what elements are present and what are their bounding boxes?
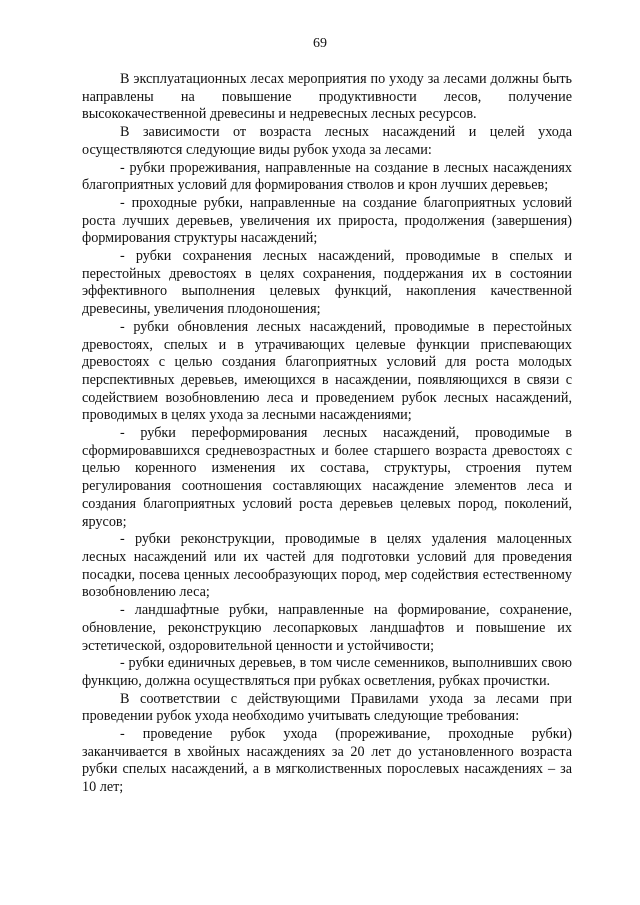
list-item: - рубки сохранения лесных насаждений, проводимые в спелых и перестойных древостоях в целях сохранения, поддержания их в состоянии эффективного выполнения целевых функций, накопления качественной древесины, увеличения плодоношения; xyxy=(82,248,572,318)
document-body xyxy=(82,71,572,797)
list-item: - рубки переформирования лесных насаждений, проводимые в сформировавшихся средневозрастных и более старшего возраста древостоях с целью коренного изменения их состава, структуры, строения путем регулирования соотношения составляющих насаждение элементов леса и создания благоприятных условий роста деревьев целевых пород, поколений, ярусов; xyxy=(82,425,572,530)
list-item: - проведение рубок ухода (прореживание, проходные рубки) заканчивается в хвойных насаждениях за 20 лет до установленного возраста рубки спелых насаждений, а в мягколиственных порослевых насаждениях – за 10 лет; xyxy=(82,726,572,796)
list-item: - ландшафтные рубки, направленные на формирование, сохранение, обновление, реконструкцию лесопарковых ландшафтов и повышение их эстетической, оздоровительной ценности и устойчивости; xyxy=(82,602,572,654)
page-number: 69 xyxy=(313,36,327,51)
paragraph: В соответствии с действующими Правилами ухода за лесами при проведении рубок ухода необходимо учитывать следующие требования: xyxy=(82,690,572,725)
list-item: - рубки обновления лесных насаждений, проводимые в перестойных древостоях, спелых и в утрачивающих целевые функции приспевающих древостоях с целью создания благоприятных условий для роста молодых перспективных деревьев, имеющихся в насаждении, появляющихся в связи с содействием возобновлению леса и проведением рубок лесных насаждений, проводимых в целях ухода за лесными насаждениями; xyxy=(82,318,572,424)
paragraph: В зависимости от возраста лесных насаждений и целей ухода осуществляются следующие виды рубок ухода за лесами: xyxy=(82,124,572,158)
list-item: - рубки единичных деревьев, в том числе семенников, выполнивших свою функцию, должна осуществляться при рубках осветления, рубках прочистки. xyxy=(82,655,572,689)
list-item: - рубки реконструкции, проводимые в целях удаления малоценных лесных насаждений или их частей для подготовки условий для проведения посадки, посева ценных лесообразующих пород, мер содействия естественному возобновлению леса; xyxy=(82,531,572,601)
paragraph: В эксплуатационных лесах мероприятия по уходу за лесами должны быть направлены на повышение продуктивности лесов, получение высококачественной древесины и недревесных лесных ресурсов. xyxy=(82,71,572,123)
list-item: - проходные рубки, направленные на создание благоприятных условий роста лучших деревьев, увеличения их прироста, продолжения (завершения) формирования структуры насаждений; xyxy=(82,194,572,247)
list-item: - рубки прореживания, направленные на создание в лесных насаждениях благоприятных условий для формирования стволов и крон лучших деревьев; xyxy=(82,159,572,194)
